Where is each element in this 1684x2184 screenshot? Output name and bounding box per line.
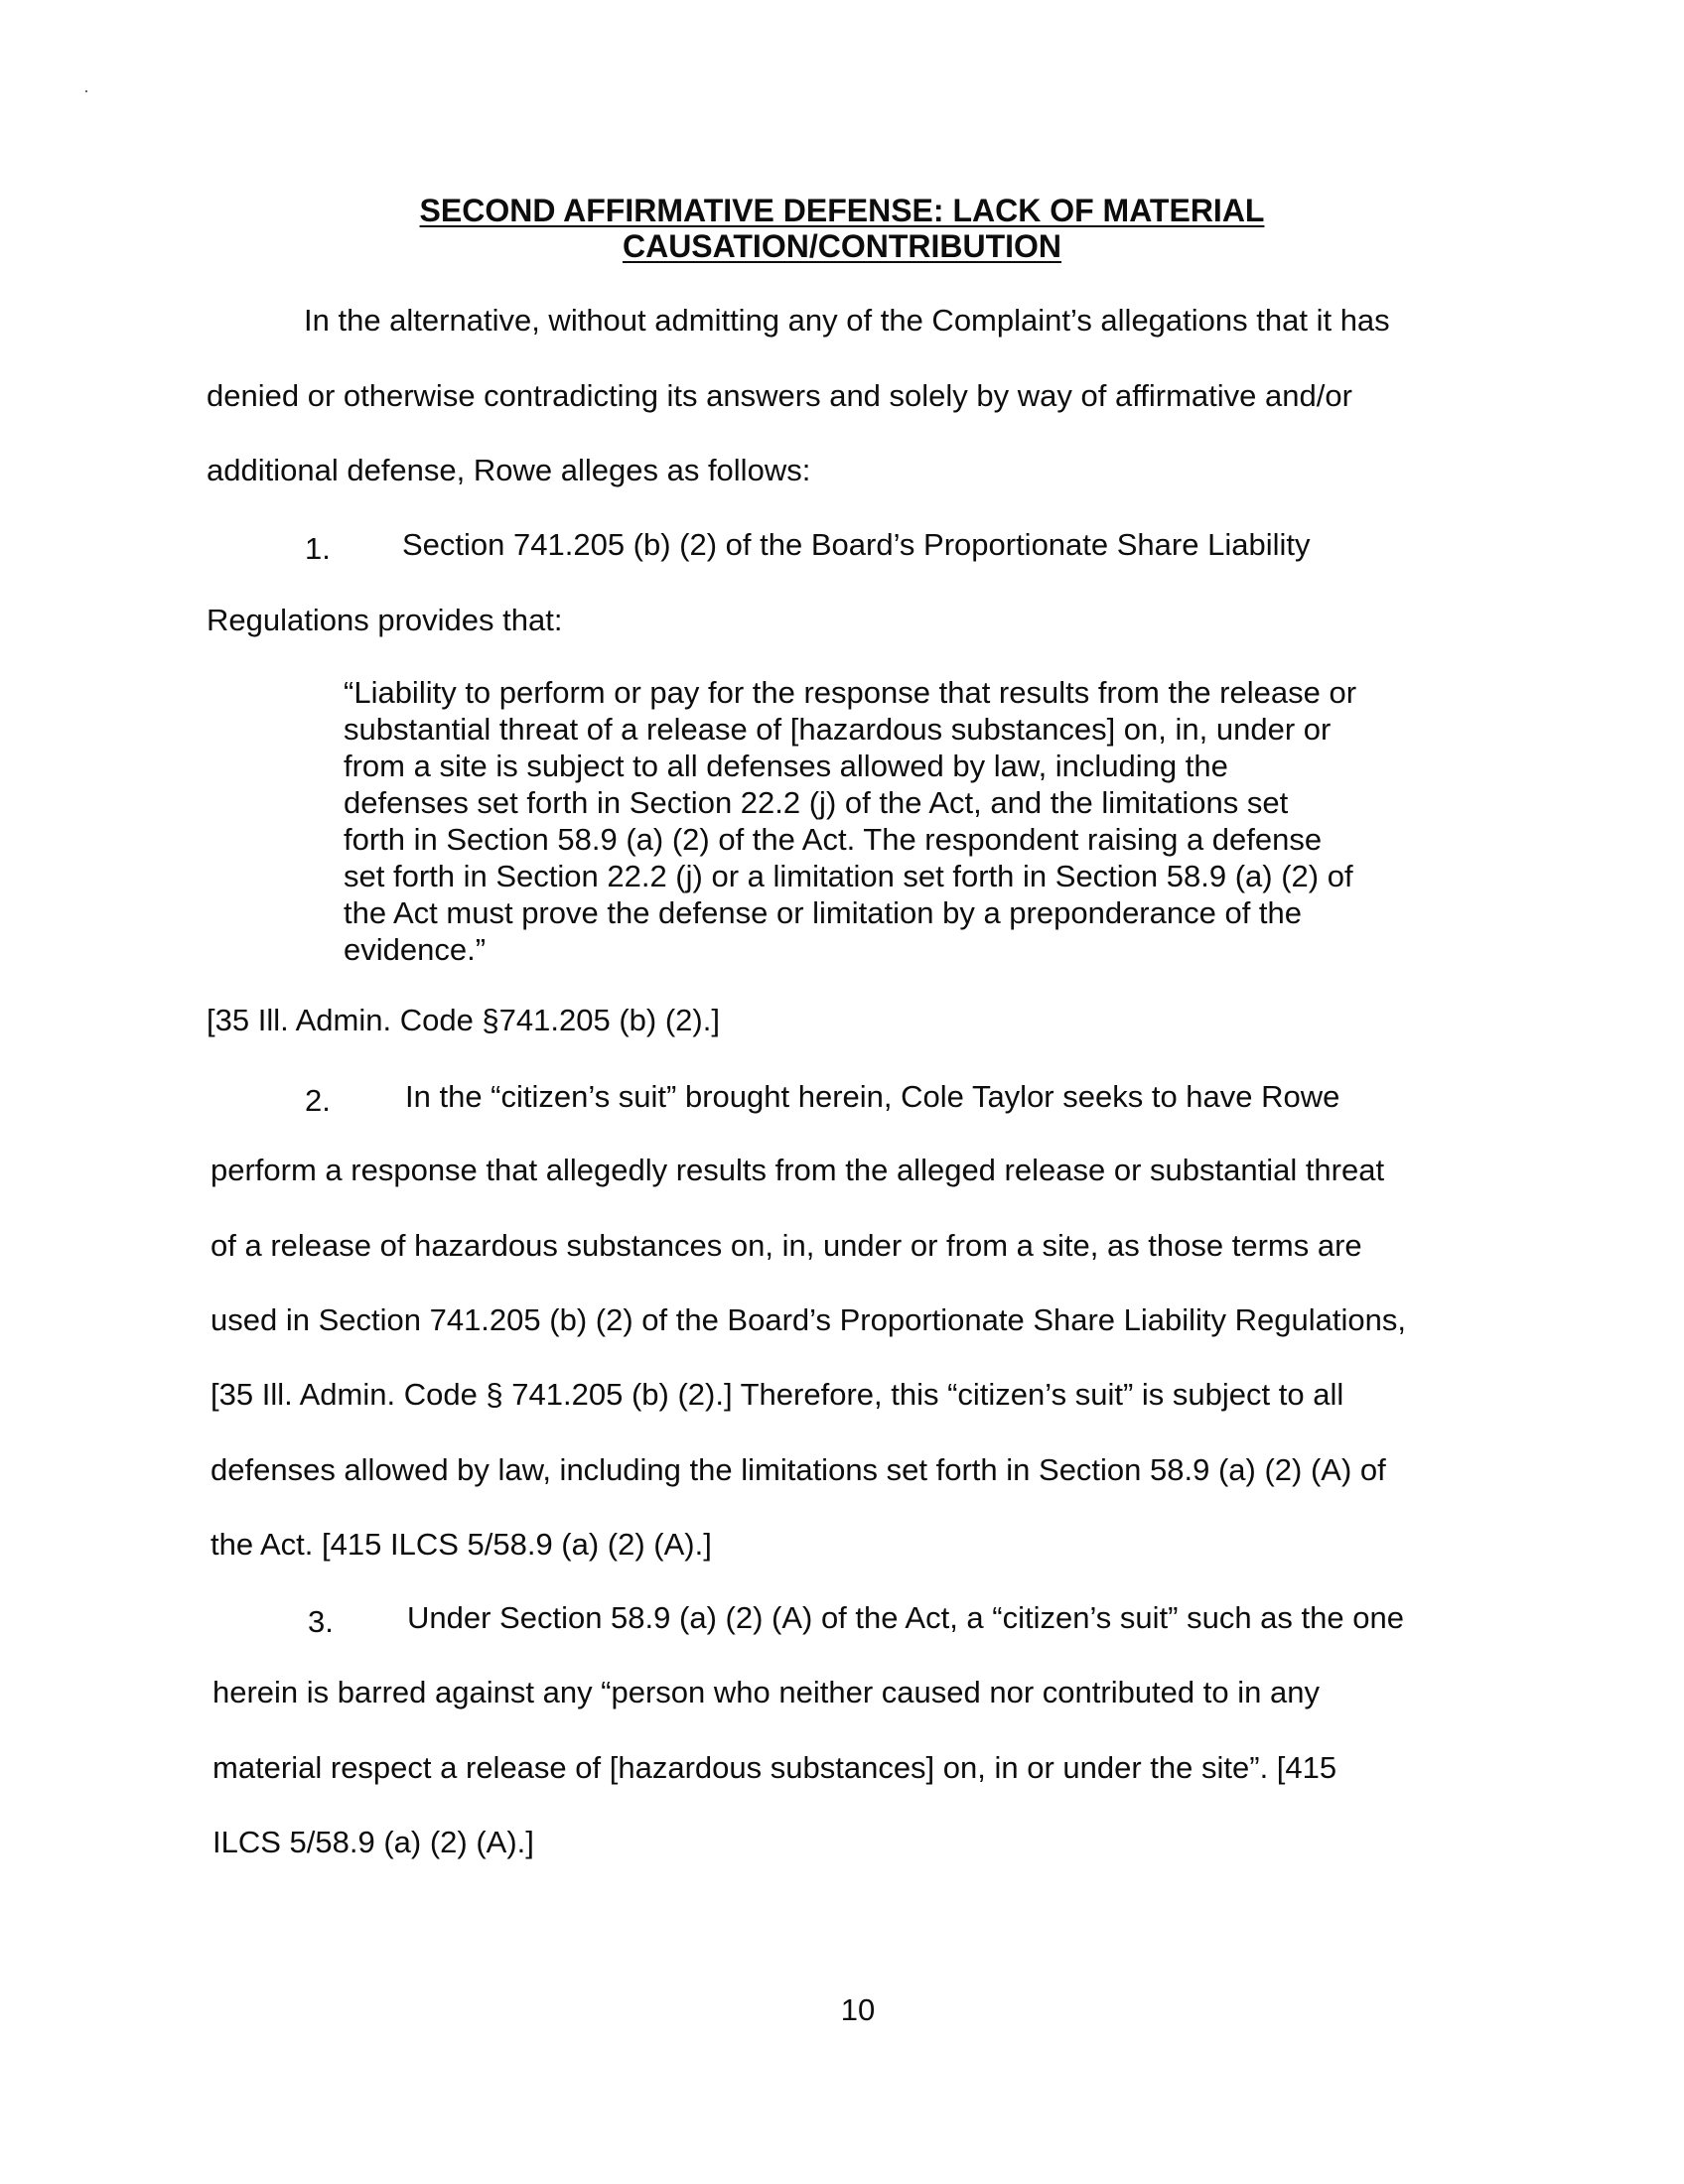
- intro-line-2: denied or otherwise contradicting its answers and solely by way of affirmative and/or: [207, 378, 1352, 413]
- para3-number: 3.: [308, 1604, 334, 1639]
- para3-line-4: ILCS 5/58.9 (a) (2) (A).]: [212, 1825, 534, 1859]
- citation-1: [35 Ill. Admin. Code §741.205 (b) (2).]: [207, 1003, 720, 1037]
- intro-line-1: In the alternative, without admitting any of the Complaint’s allegations that it has: [304, 303, 1390, 338]
- para2-line-3: of a release of hazardous substances on, in, under or from a site, as those terms are: [210, 1228, 1362, 1263]
- para1-line-2: Regulations provides that:: [207, 603, 563, 637]
- quote-line-5: forth in Section 58.9 (a) (2) of the Act. The respondent raising a defense: [344, 822, 1323, 857]
- para3-line-1: Under Section 58.9 (a) (2) (A) of the Act, a “citizen’s suit” such as the one: [407, 1600, 1404, 1635]
- intro-line-3: additional defense, Rowe alleges as follows:: [207, 453, 811, 487]
- para1-line-1: Section 741.205 (b) (2) of the Board’s Proportionate Share Liability: [402, 527, 1311, 562]
- quote-line-8: evidence.”: [344, 932, 487, 967]
- para2-line-4: used in Section 741.205 (b) (2) of the Board’s Proportionate Share Liability Regulations,: [210, 1302, 1406, 1337]
- para2-line-2: perform a response that allegedly results from the alleged release or substantial threat: [210, 1153, 1385, 1187]
- para1-number: 1.: [305, 531, 331, 566]
- quote-line-3: from a site is subject to all defenses allowed by law, including the: [344, 749, 1228, 783]
- para2-line-1: In the “citizen’s suit” brought herein, Cole Taylor seeks to have Rowe: [405, 1079, 1340, 1114]
- quote-line-1: “Liability to perform or pay for the response that results from the release or: [344, 675, 1357, 710]
- quote-line-4: defenses set forth in Section 22.2 (j) of the Act, and the limitations set: [344, 785, 1289, 820]
- heading-line-2: CAUSATION/CONTRIBUTION: [622, 228, 1062, 264]
- para2-line-7: the Act. [415 ILCS 5/58.9 (a) (2) (A).]: [210, 1527, 712, 1562]
- heading-line-1: SECOND AFFIRMATIVE DEFENSE: LACK OF MATERIAL: [419, 193, 1265, 228]
- page-number: 10: [840, 1992, 876, 2027]
- para2-number: 2.: [305, 1083, 331, 1118]
- quote-line-2: substantial threat of a release of [hazardous substances] on, in, under or: [344, 712, 1332, 747]
- para3-line-2: herein is barred against any “person who neither caused nor contributed to in any: [212, 1675, 1320, 1709]
- quote-line-7: the Act must prove the defense or limitation by a preponderance of the: [344, 895, 1303, 930]
- para2-line-6: defenses allowed by law, including the limitations set forth in Section 58.9 (a) (2) (A) of: [210, 1452, 1386, 1487]
- quote-line-6: set forth in Section 22.2 (j) or a limitation set forth in Section 58.9 (a) (2) of: [344, 859, 1353, 893]
- scan-speck: [85, 90, 87, 92]
- para3-line-3: material respect a release of [hazardous substances] on, in or under the site”. [415: [212, 1750, 1337, 1785]
- para2-line-5: [35 Ill. Admin. Code § 741.205 (b) (2).] Therefore, this “citizen’s suit” is subject to all: [210, 1377, 1344, 1412]
